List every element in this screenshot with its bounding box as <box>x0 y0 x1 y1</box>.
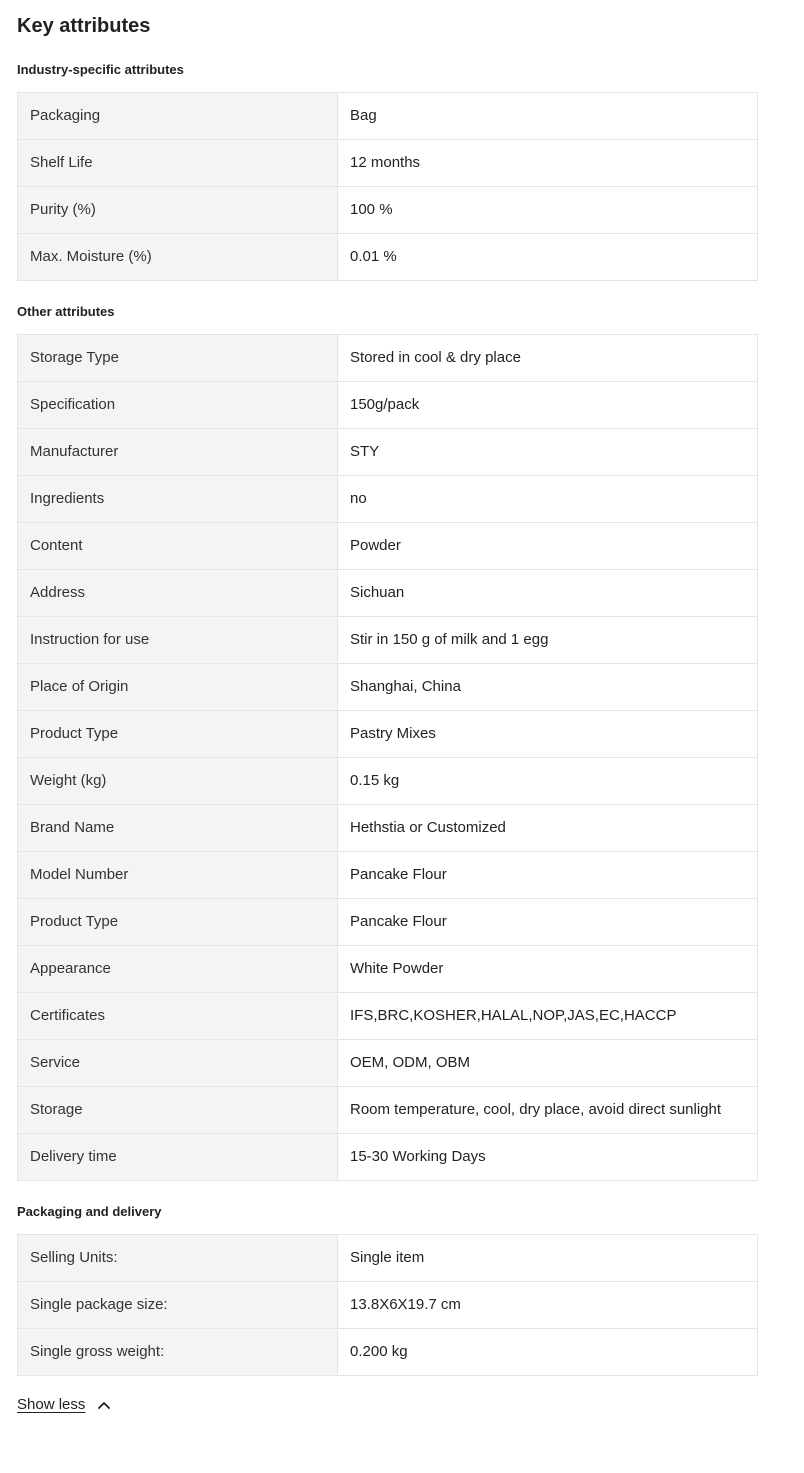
table-row <box>18 1235 758 1282</box>
table-row <box>18 805 758 852</box>
attribute-value: Powder <box>338 523 758 570</box>
attribute-name: Place of Origin <box>18 664 338 711</box>
attribute-name: Model Number <box>18 852 338 899</box>
attribute-name: Product Type <box>18 711 338 758</box>
table-row <box>18 664 758 711</box>
attribute-value: 150g/pack <box>338 382 758 429</box>
attribute-table <box>17 92 758 281</box>
attribute-value: Stir in 150 g of milk and 1 egg <box>338 617 758 664</box>
table-row <box>18 382 758 429</box>
table-row <box>18 852 758 899</box>
attribute-name: Single gross weight: <box>18 1329 338 1376</box>
section-title: Other attributes <box>17 304 115 319</box>
attribute-value: IFS,BRC,KOSHER,HALAL,NOP,JAS,EC,HACCP <box>338 993 758 1040</box>
attribute-name: Appearance <box>18 946 338 993</box>
attribute-name: Manufacturer <box>18 429 338 476</box>
attribute-value: no <box>338 476 758 523</box>
section-title: Packaging and delivery <box>17 1204 162 1219</box>
attribute-name: Ingredients <box>18 476 338 523</box>
table-row <box>18 335 758 382</box>
attribute-name: Max. Moisture (%) <box>18 234 338 281</box>
attribute-name: Specification <box>18 382 338 429</box>
show-less-button[interactable] <box>17 1396 111 1413</box>
attribute-value: Pancake Flour <box>338 852 758 899</box>
attribute-name: Packaging <box>18 93 338 140</box>
attribute-value: 13.8X6X19.7 cm <box>338 1282 758 1329</box>
attribute-value: Shanghai, China <box>338 664 758 711</box>
attribute-value: White Powder <box>338 946 758 993</box>
attribute-name: Storage Type <box>18 335 338 382</box>
attribute-value: Single item <box>338 1235 758 1282</box>
attribute-name: Selling Units: <box>18 1235 338 1282</box>
attribute-value: 0.15 kg <box>338 758 758 805</box>
chevron-up-icon <box>97 1400 111 1410</box>
table-row <box>18 140 758 187</box>
attribute-value: Pastry Mixes <box>338 711 758 758</box>
attribute-name: Address <box>18 570 338 617</box>
table-row <box>18 476 758 523</box>
attribute-name: Weight (kg) <box>18 758 338 805</box>
table-row <box>18 899 758 946</box>
attribute-name: Instruction for use <box>18 617 338 664</box>
attribute-value: OEM, ODM, OBM <box>338 1040 758 1087</box>
table-row <box>18 617 758 664</box>
attribute-name: Single package size: <box>18 1282 338 1329</box>
show-less-label: Show less <box>17 1396 86 1413</box>
attribute-name: Brand Name <box>18 805 338 852</box>
attribute-value: Hethstia or Customized <box>338 805 758 852</box>
section-title: Industry-specific attributes <box>17 62 184 77</box>
attribute-name: Purity (%) <box>18 187 338 234</box>
attribute-value: Bag <box>338 93 758 140</box>
table-row <box>18 570 758 617</box>
attribute-name: Delivery time <box>18 1134 338 1181</box>
table-row <box>18 93 758 140</box>
table-row <box>18 758 758 805</box>
table-row <box>18 993 758 1040</box>
table-row <box>18 1087 758 1134</box>
attribute-name: Service <box>18 1040 338 1087</box>
table-row <box>18 1282 758 1329</box>
table-row <box>18 1329 758 1376</box>
attribute-value: Sichuan <box>338 570 758 617</box>
attribute-name: Product Type <box>18 899 338 946</box>
attribute-sections <box>17 62 804 1376</box>
attribute-name: Shelf Life <box>18 140 338 187</box>
attribute-value: Room temperature, cool, dry place, avoid direct sunlight <box>338 1087 758 1134</box>
attribute-name: Storage <box>18 1087 338 1134</box>
attribute-value: 0.200 kg <box>338 1329 758 1376</box>
table-row <box>18 429 758 476</box>
attribute-value: 15-30 Working Days <box>338 1134 758 1181</box>
attribute-value: Pancake Flour <box>338 899 758 946</box>
attribute-value: 0.01 % <box>338 234 758 281</box>
attribute-value: 12 months <box>338 140 758 187</box>
table-row <box>18 234 758 281</box>
table-row <box>18 187 758 234</box>
table-row <box>18 711 758 758</box>
attribute-name: Certificates <box>18 993 338 1040</box>
page-title: Key attributes <box>17 15 151 37</box>
attribute-value: Stored in cool & dry place <box>338 335 758 382</box>
table-row <box>18 1040 758 1087</box>
attribute-name: Content <box>18 523 338 570</box>
attribute-table <box>17 334 758 1181</box>
attribute-table <box>17 1234 758 1376</box>
table-row <box>18 523 758 570</box>
table-row <box>18 1134 758 1181</box>
table-row <box>18 946 758 993</box>
attribute-value: 100 % <box>338 187 758 234</box>
attribute-value: STY <box>338 429 758 476</box>
